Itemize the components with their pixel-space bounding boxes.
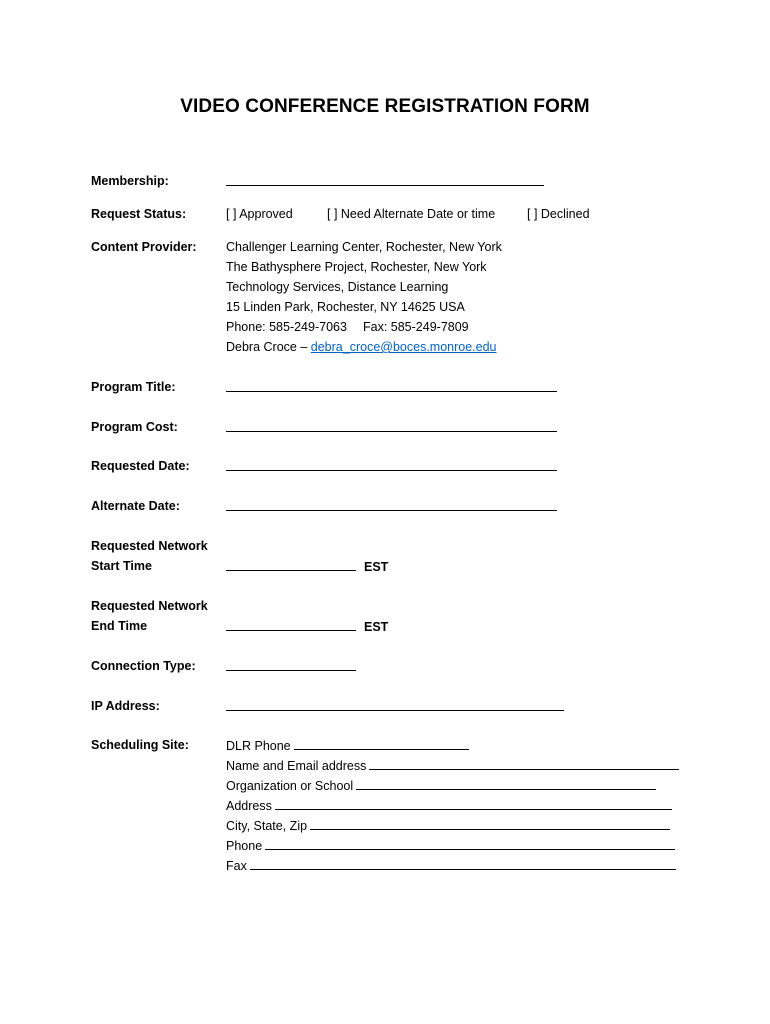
scheduling-site-fields (226, 735, 679, 875)
start-time-unit: EST (364, 560, 389, 574)
status-option-approved[interactable]: [ ] Approved (226, 207, 293, 221)
connection-type-field[interactable] (226, 656, 356, 677)
requested-date-field[interactable] (226, 456, 557, 477)
ip-address-field[interactable] (226, 696, 564, 717)
content-provider-fax: Fax: 585-249-7809 (363, 320, 469, 334)
start-time-field[interactable] (226, 556, 388, 577)
ip-address-label: IP Address: (91, 699, 160, 713)
dlr-phone-label: DLR Phone (226, 739, 291, 753)
scheduling-organization[interactable] (226, 775, 679, 795)
scheduling-name-email[interactable] (226, 755, 679, 775)
connection-type-label: Connection Type: (91, 659, 196, 673)
content-provider-contact (226, 337, 497, 357)
scheduling-fax[interactable] (226, 855, 679, 875)
scheduling-site-label: Scheduling Site: (91, 738, 189, 752)
city-state-zip-label: City, State, Zip (226, 819, 308, 833)
scheduling-city-state-zip[interactable] (226, 815, 679, 835)
program-title-label: Program Title: (91, 380, 176, 394)
program-title-field[interactable] (226, 377, 557, 398)
content-provider-label: Content Provider: (91, 240, 197, 254)
fax-label: Fax (226, 859, 247, 873)
address-label: Address (226, 799, 272, 813)
content-provider-line-2: The Bathysphere Project, Rochester, New York (226, 260, 487, 274)
scheduling-dlr-phone[interactable] (226, 735, 679, 755)
content-provider-line-3: Technology Services, Distance Learning (226, 280, 449, 294)
organization-label: Organization or School (226, 779, 354, 793)
phone-label: Phone (226, 839, 263, 853)
request-status-label: Request Status: (91, 207, 187, 221)
end-time-label-line-1: Requested Network (91, 599, 208, 613)
contact-email-link[interactable]: debra_croce@boces.monroe.edu (310, 340, 497, 354)
program-cost-label: Program Cost: (91, 420, 178, 434)
scheduling-address[interactable] (226, 795, 679, 815)
requested-date-label: Requested Date: (91, 459, 190, 473)
end-time-unit: EST (364, 620, 389, 634)
status-option-alternate[interactable]: [ ] Need Alternate Date or time (327, 207, 496, 221)
alternate-date-field[interactable] (226, 496, 557, 517)
end-time-field[interactable] (226, 616, 388, 637)
name-email-label: Name and Email address (226, 759, 367, 773)
page-title: VIDEO CONFERENCE REGISTRATION FORM (180, 96, 590, 117)
end-time-label-line-2: End Time (91, 619, 148, 633)
contact-name: Debra Croce – (226, 340, 308, 354)
start-time-label-line-2: Start Time (91, 559, 152, 573)
content-provider-line-1: Challenger Learning Center, Rochester, New York (226, 240, 502, 254)
program-cost-field[interactable] (226, 417, 557, 438)
status-option-declined[interactable]: [ ] Declined (527, 207, 590, 221)
content-provider-phone: Phone: 585-249-7063 (226, 320, 347, 334)
content-provider-line-4: 15 Linden Park, Rochester, NY 14625 USA (226, 300, 465, 314)
membership-field[interactable] (226, 171, 544, 192)
alternate-date-label: Alternate Date: (91, 499, 180, 513)
membership-label: Membership: (91, 174, 169, 188)
scheduling-phone[interactable] (226, 835, 679, 855)
start-time-label-line-1: Requested Network (91, 539, 208, 553)
